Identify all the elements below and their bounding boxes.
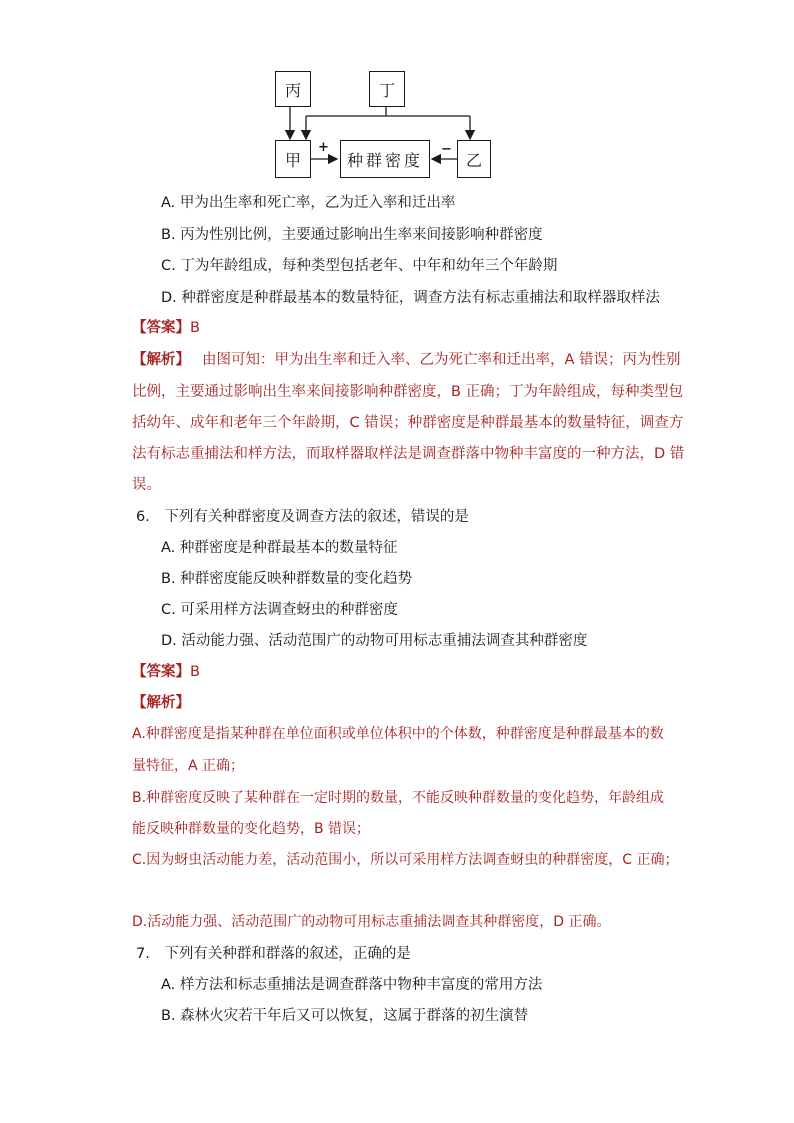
box-jia: 甲: [275, 140, 311, 178]
q5-option-a: A. 甲为出生率和死亡率，乙为迁入率和迁出率: [161, 195, 456, 211]
q6-option-b: B. 种群密度能反映种群数量的变化趋势: [161, 571, 413, 587]
q6-option-c: C. 可采用样方法调查蚜虫的种群密度: [161, 602, 398, 618]
q5-analysis-line-4: 法有标志重捕法和样方法，而取样器取样法是调查群落中物种丰富度的一种方法，D 错: [132, 446, 685, 462]
q6-option-a: A. 种群密度是种群最基本的数量特征: [161, 540, 398, 556]
q5-analysis-first: [132, 350, 681, 370]
box-bing: 丙: [275, 71, 311, 107]
q5-answer: [132, 318, 200, 338]
q6-analysis-line-6: D.活动能力强、活动范围广的动物可用标志重捕法调查其种群密度，D 正确。: [132, 914, 611, 930]
q5-analysis-line-5: 误。: [132, 477, 161, 493]
q5-option-c: C. 丁为年龄组成，每种类型包括老年、中年和幼年三个年龄期: [161, 258, 558, 274]
q6-analysis-line-5: C.因为蚜虫活动能力差，活动范围小，所以可采用样方法调查蚜虫的种群密度，C 正确；: [132, 852, 679, 868]
q6-analysis-line-4: 能反映种群数量的变化趋势，B 错误；: [132, 821, 371, 837]
plus-sign: +: [318, 140, 329, 155]
minus-sign: −: [441, 142, 452, 157]
q6-stem: 6. 下列有关种群密度及调查方法的叙述，错误的是: [136, 509, 469, 525]
q5-answer-value: B: [190, 320, 200, 336]
q5-answer-tag: 【答案】: [132, 320, 190, 336]
population-density-diagram: [270, 66, 500, 182]
q5-option-d: D. 种群密度是种群最基本的数量特征，调查方法有标志重捕法和取样器取样法: [161, 290, 660, 306]
q6-option-d: D. 活动能力强、活动范围广的动物可用标志重捕法调查其种群密度: [161, 633, 588, 649]
q5-option-b: B. 丙为性别比例，主要通过影响出生率来间接影响种群密度: [161, 227, 543, 243]
q5-analysis-line-1: 由图可知：甲为出生率和迁入率、乙为死亡率和迁出率，A 错误；丙为性别: [202, 352, 681, 368]
box-yi: 乙: [457, 140, 491, 178]
box-ding: 丁: [369, 71, 405, 107]
q7-stem: 7. 下列有关种群和群落的叙述，正确的是: [136, 946, 411, 962]
q5-analysis-tag: 【解析】: [132, 352, 190, 368]
q6-answer-tag: 【答案】: [132, 664, 190, 680]
q6-analysis-line-3: B.种群密度反映了某种群在一定时期的数量，不能反映种群数量的变化趋势，年龄组成: [132, 790, 665, 806]
q7-option-a: A. 样方法和标志重捕法是调查群落中物种丰富度的常用方法: [161, 977, 543, 993]
box-population-density: 种群密度: [340, 140, 430, 178]
q6-analysis-tag: 【解析】: [132, 695, 190, 711]
q7-option-b: B. 森林火灾若干年后又可以恢复，这属于群落的初生演替: [161, 1008, 529, 1024]
q6-analysis-line-2: 量特征，A 正确；: [132, 758, 245, 774]
q6-answer: [132, 662, 200, 682]
q6-analysis-line-1: A.种群密度是指某种群在单位面积或单位体积中的个体数，种群密度是种群最基本的数: [132, 726, 664, 742]
q5-analysis-line-3: 括幼年、成年和老年三个年龄期，C 错误；种群密度是种群最基本的数量特征，调查方: [132, 415, 684, 431]
q5-analysis-line-2: 比例，主要通过影响出生率来间接影响种群密度，B 正确；丁为年龄组成，每种类型包: [132, 384, 684, 400]
q6-answer-value: B: [190, 664, 200, 680]
